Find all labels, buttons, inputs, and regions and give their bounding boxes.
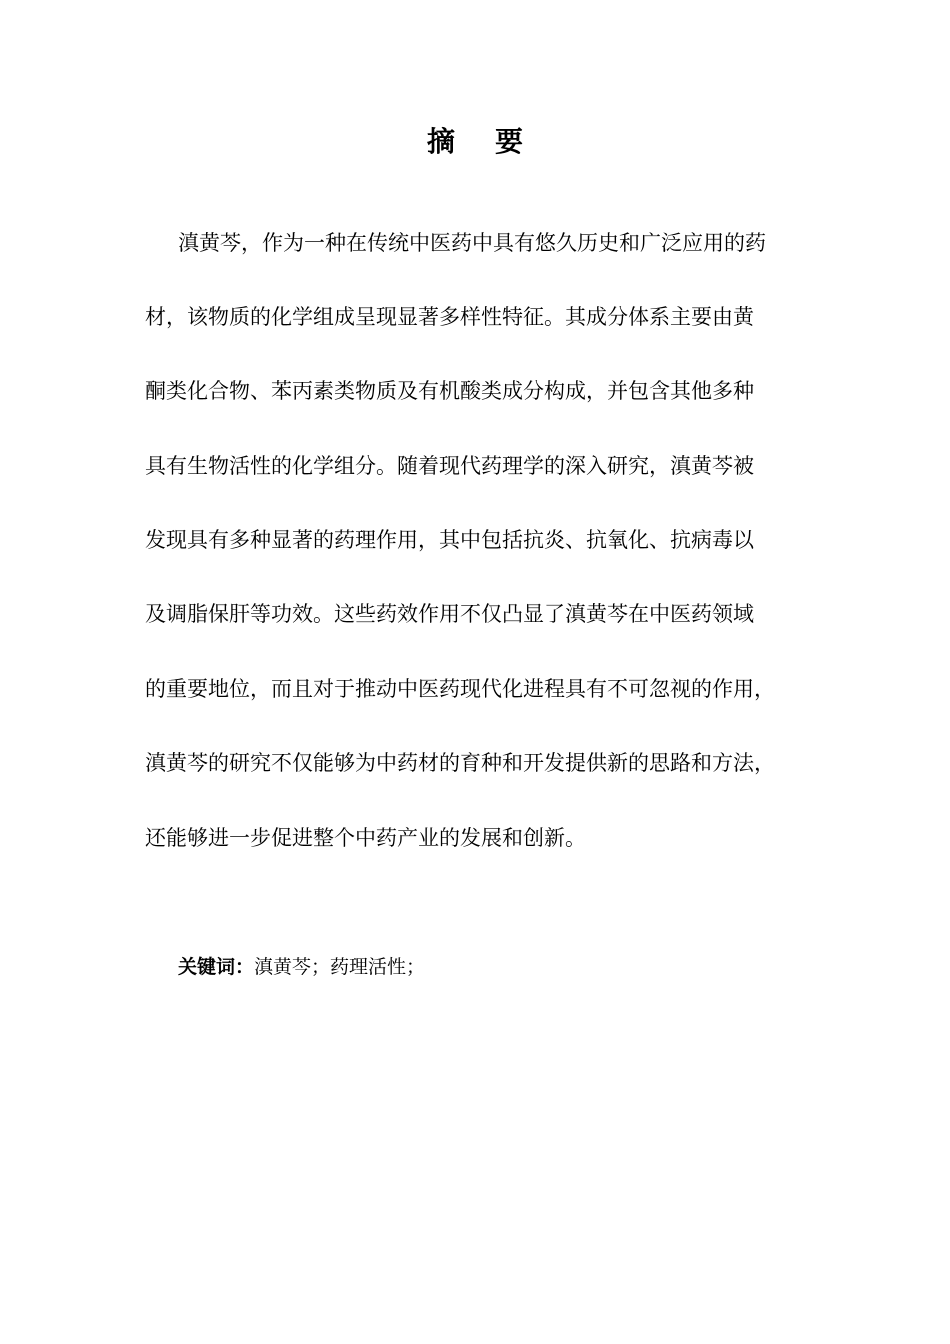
abstract-line: 滇黄芩的研究不仅能够为中药材的育种和开发提供新的思路和方法， [145,751,775,775]
abstract-line: 的重要地位，而且对于推动中医药现代化进程具有不可忽视的作用， [145,677,775,701]
abstract-line: 材，该物质的化学组成呈现显著多样性特征。其成分体系主要由黄 [145,305,754,329]
keywords-value: 滇黄芩；药理活性； [254,956,426,978]
abstract-line: 酮类化合物、苯丙素类物质及有机酸类成分构成，并包含其他多种 [145,379,754,403]
page-title [0,120,950,164]
abstract-line: 滇黄芩，作为一种在传统中医药中具有悠久历史和广泛应用的药 [178,231,766,255]
abstract-line: 具有生物活性的化学组分。随着现代药理学的深入研究，滇黄芩被 [145,454,754,478]
abstract-line: 还能够进一步促进整个中药产业的发展和创新。 [145,826,586,850]
keywords [178,952,425,982]
abstract-line: 发现具有多种显著的药理作用，其中包括抗炎、抗氧化、抗病毒以 [145,528,754,552]
keywords-label: 关键词： [178,956,255,978]
abstract-line: 及调脂保肝等功效。这些药效作用不仅凸显了滇黄芩在中医药领域 [145,602,754,626]
title-char-2: 要 [495,125,524,158]
title-char-1: 摘 [426,125,455,158]
